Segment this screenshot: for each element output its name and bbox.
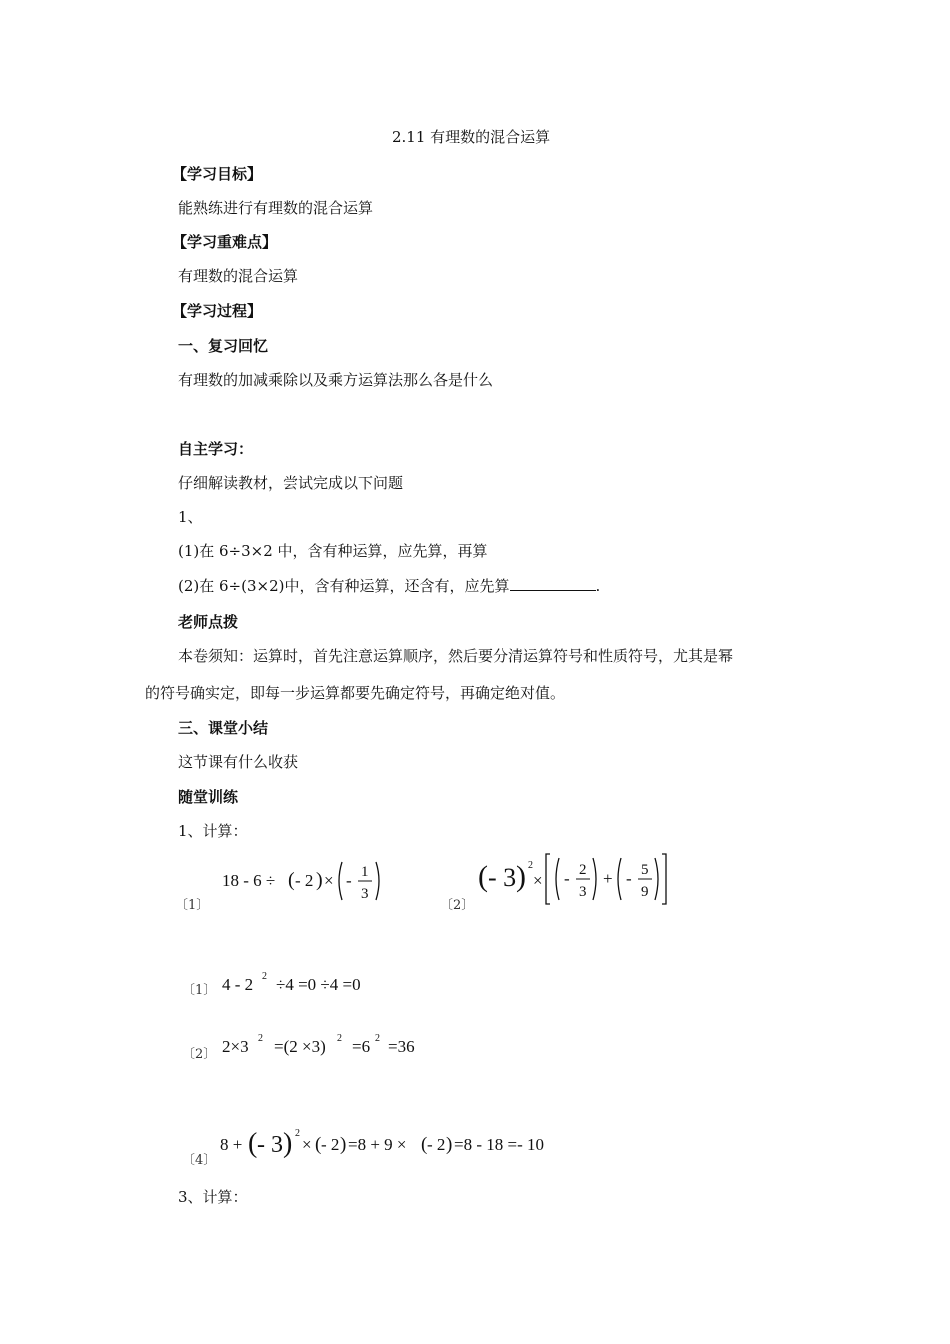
question-1-part-1: (1)在 6÷3×2 中，含有种运算，应先算，再算 bbox=[178, 542, 488, 560]
svg-text:2: 2 bbox=[528, 860, 533, 871]
svg-text:÷4 =0 ÷4 =0: ÷4 =0 ÷4 =0 bbox=[276, 975, 361, 994]
answer-blank bbox=[510, 576, 596, 591]
svg-text:=8 - 18 =- 10: =8 - 18 =- 10 bbox=[454, 1135, 544, 1154]
key-text: 有理数的混合运算 bbox=[178, 267, 299, 285]
svg-text:2: 2 bbox=[375, 1033, 380, 1044]
svg-text:(: ( bbox=[288, 869, 295, 891]
svg-text:4 - 2: 4 - 2 bbox=[222, 975, 254, 994]
problem-1-label: 〔1〕 bbox=[175, 898, 210, 913]
svg-text:×: × bbox=[533, 871, 543, 890]
problem-2-label: 〔2〕 bbox=[440, 898, 475, 913]
error-4-label: 〔4〕 bbox=[182, 1153, 217, 1168]
svg-text:-: - bbox=[626, 869, 632, 888]
summary-text: 这节课有什么收获 bbox=[178, 753, 299, 771]
svg-text:2: 2 bbox=[295, 1128, 300, 1139]
svg-text:): ) bbox=[283, 1128, 293, 1159]
svg-text:): ) bbox=[516, 860, 526, 893]
svg-text:2×3: 2×3 bbox=[222, 1037, 249, 1056]
svg-text:(: ( bbox=[315, 1134, 322, 1155]
svg-text:5: 5 bbox=[641, 862, 649, 878]
teacher-text-line-1: 本卷须知：运算时，首先注意运算顺序，然后要分清运算符号和性质符号，尤其是幂 bbox=[178, 647, 734, 665]
svg-text:8 +: 8 + bbox=[220, 1135, 243, 1154]
practice-heading: 随堂训练 bbox=[178, 788, 239, 806]
svg-text:3: 3 bbox=[579, 884, 587, 900]
svg-text:×: × bbox=[324, 871, 334, 890]
svg-text:+: + bbox=[603, 869, 613, 888]
goal-heading: 【学习目标】 bbox=[172, 165, 263, 183]
page-title: 2.11 有理数的混合运算 bbox=[392, 128, 551, 146]
svg-text:-: - bbox=[346, 871, 352, 890]
svg-text:2: 2 bbox=[337, 1033, 342, 1044]
calc-label: 1、计算： bbox=[178, 822, 248, 840]
svg-text:): ) bbox=[446, 1134, 453, 1155]
review-text: 有理数的加减乘除以及乘方运算法那么各是什么 bbox=[178, 371, 494, 389]
svg-text:×: × bbox=[302, 1135, 312, 1154]
self-study-heading: 自主学习： bbox=[178, 440, 254, 458]
question-1-part-2 bbox=[178, 576, 600, 596]
question-1-part-2-end: . bbox=[595, 577, 601, 595]
problem-2-formula bbox=[476, 846, 676, 910]
svg-text:- 2: - 2 bbox=[321, 1135, 340, 1154]
svg-text:1: 1 bbox=[361, 864, 369, 880]
svg-text:=8 + 9 ×: =8 + 9 × bbox=[348, 1135, 407, 1154]
error-1-formula bbox=[218, 966, 388, 998]
svg-text:): ) bbox=[340, 1134, 347, 1155]
self-study-text: 仔细解读教材，尝试完成以下问题 bbox=[178, 474, 404, 492]
review-heading: 一、复习回忆 bbox=[178, 337, 269, 355]
error-2-label: 〔2〕 bbox=[182, 1047, 217, 1062]
summary-heading: 三、课堂小结 bbox=[178, 719, 269, 737]
svg-text:): ) bbox=[316, 869, 323, 891]
error-2-formula bbox=[218, 1028, 438, 1060]
svg-text:=36: =36 bbox=[388, 1037, 415, 1056]
goal-text: 能熟练进行有理数的混合运算 bbox=[178, 199, 374, 217]
problem-1-formula bbox=[218, 852, 388, 910]
teacher-heading: 老师点拨 bbox=[178, 613, 239, 631]
svg-text:2: 2 bbox=[258, 1033, 263, 1044]
svg-text:- 3: - 3 bbox=[257, 1132, 283, 1158]
svg-text:(: ( bbox=[421, 1134, 428, 1155]
svg-text:- 2: - 2 bbox=[295, 871, 314, 890]
svg-text:- 2: - 2 bbox=[427, 1135, 446, 1154]
error-4-formula bbox=[218, 1120, 588, 1164]
svg-text:(: ( bbox=[478, 860, 488, 893]
error-1-label: 〔1〕 bbox=[182, 983, 217, 998]
calc-3-label: 3、计算： bbox=[178, 1188, 248, 1206]
svg-text:2: 2 bbox=[579, 862, 587, 878]
teacher-text-line-2: 的符号确实定，即每一步运算都要先确定符号，再确定绝对值。 bbox=[145, 684, 566, 702]
key-heading: 【学习重难点】 bbox=[172, 233, 278, 251]
svg-text:2: 2 bbox=[262, 971, 267, 982]
svg-text:-: - bbox=[564, 869, 570, 888]
question-1-label: 1、 bbox=[178, 508, 203, 526]
question-1-part-2-text: (2)在 6÷(3×2)中，含有种运算，还含有，应先算 bbox=[178, 577, 510, 595]
svg-text:3: 3 bbox=[361, 886, 369, 902]
svg-text:(: ( bbox=[248, 1128, 258, 1159]
svg-text:=(2 ×3): =(2 ×3) bbox=[274, 1037, 326, 1056]
process-heading: 【学习过程】 bbox=[172, 302, 263, 320]
svg-text:18 - 6 ÷: 18 - 6 ÷ bbox=[222, 871, 276, 890]
svg-text:=6: =6 bbox=[352, 1037, 371, 1056]
svg-text:- 3: - 3 bbox=[488, 863, 517, 892]
svg-text:9: 9 bbox=[641, 884, 649, 900]
